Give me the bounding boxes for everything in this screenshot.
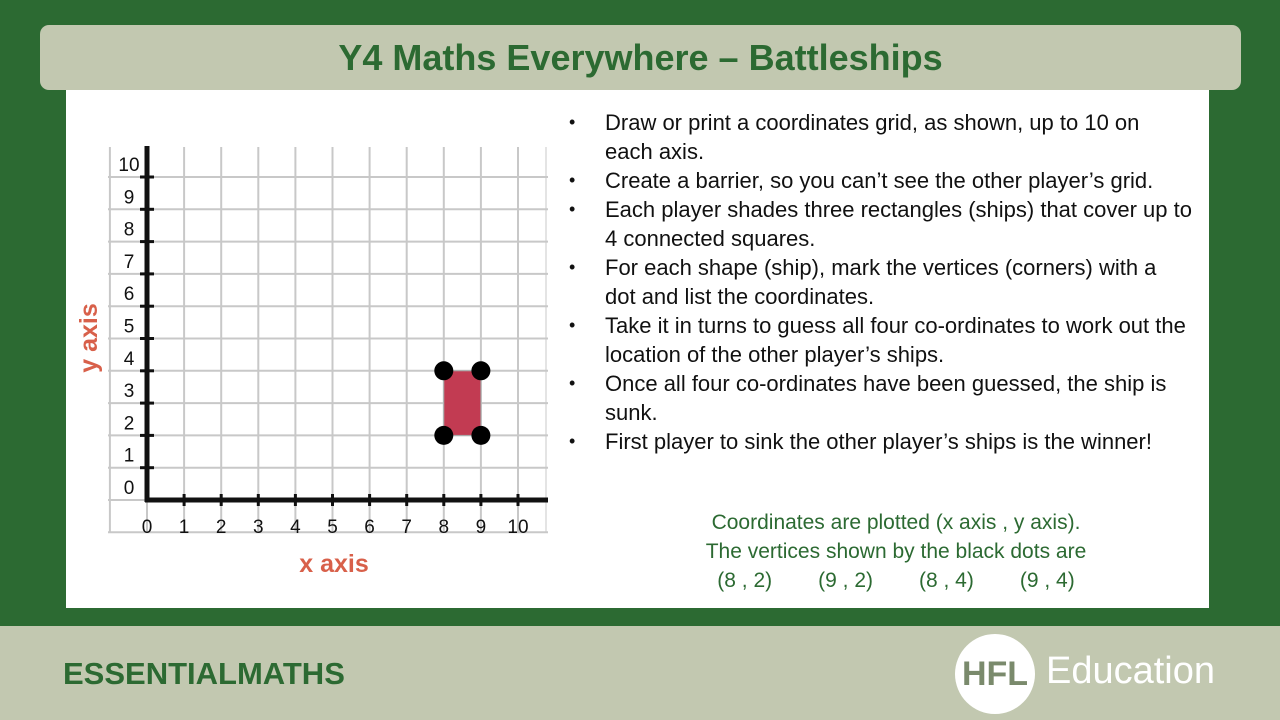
bullet-icon: • xyxy=(569,373,576,393)
x-tick-label: 3 xyxy=(253,517,264,538)
title-bar xyxy=(40,25,1241,90)
vertex-dot xyxy=(471,361,490,380)
instruction-text: Each player shades three rectangles (ships) that cover up to 4 connected squares. xyxy=(605,197,1192,251)
note-line-2: The vertices shown by the black dots are xyxy=(705,540,1087,563)
vertex-coord: (8 , 4) xyxy=(919,569,974,592)
y-tick-label: 4 xyxy=(123,348,135,370)
bullet-icon: • xyxy=(569,315,576,335)
coordinate-grid xyxy=(66,90,566,608)
instruction-item xyxy=(563,195,1193,253)
instruction-item xyxy=(563,427,1193,456)
vertex-coord: (9 , 2) xyxy=(818,569,873,592)
y-tick-label: 0 xyxy=(123,478,135,499)
x-tick-label: 4 xyxy=(290,517,301,538)
y-tick-label: 10 xyxy=(118,155,140,176)
footer xyxy=(0,626,1280,720)
bullet-icon: • xyxy=(569,431,576,451)
page-title: Y4 Maths Everywhere – Battleships xyxy=(338,36,943,78)
x-tick-label: 8 xyxy=(438,517,450,538)
note-line-1: Coordinates are plotted (x axis , y axis). xyxy=(711,511,1081,534)
hfl-logo-icon xyxy=(955,634,1035,714)
y-tick-label: 3 xyxy=(123,381,135,403)
instructions-list xyxy=(563,108,1193,456)
instruction-item xyxy=(563,311,1193,369)
vertex-dot xyxy=(434,361,453,380)
logo-text: Education xyxy=(1046,650,1216,692)
y-tick-label: 8 xyxy=(123,219,135,241)
instruction-item xyxy=(563,369,1193,427)
bullet-icon: • xyxy=(569,257,576,277)
x-tick-label: 6 xyxy=(364,517,375,538)
instruction-item xyxy=(563,253,1193,311)
instruction-item xyxy=(563,166,1193,195)
bullet-icon: • xyxy=(569,112,576,132)
coordinates-note xyxy=(666,508,1126,595)
vertex-coord: (9 , 4) xyxy=(1019,569,1075,592)
y-tick-label: 2 xyxy=(123,413,135,435)
y-tick-label: 7 xyxy=(123,251,135,273)
x-tick-label: 7 xyxy=(401,517,412,538)
vertex-coords-row xyxy=(666,566,1126,595)
x-tick-label: 10 xyxy=(507,517,529,538)
y-axis-label: y axis xyxy=(75,303,103,373)
instruction-text: Once all four co-ordinates have been guessed, the ship is sunk. xyxy=(605,371,1167,425)
instruction-text: Take it in turns to guess all four co-ordinates to work out the location of the other player’s ships. xyxy=(605,313,1186,367)
bullet-icon: • xyxy=(569,199,576,219)
x-tick-label: 1 xyxy=(178,517,190,538)
vertex-coord: (8 , 2) xyxy=(717,569,773,592)
x-tick-label: 2 xyxy=(215,517,227,538)
instruction-item xyxy=(563,108,1193,166)
x-tick-label: 5 xyxy=(327,517,338,538)
x-tick-label: 0 xyxy=(141,517,153,538)
logo-mark: HFL xyxy=(961,654,1029,693)
x-axis-label: x axis xyxy=(299,550,369,578)
vertex-dot xyxy=(471,426,490,445)
ship-rectangle xyxy=(444,371,481,436)
instruction-text: Create a barrier, so you can’t see the other player’s grid. xyxy=(605,168,1154,193)
instruction-text: For each shape (ship), mark the vertices (corners) with a dot and list the coordinates. xyxy=(605,255,1157,309)
instruction-text: First player to sink the other player’s ships is the winner! xyxy=(605,429,1152,454)
y-tick-label: 5 xyxy=(123,316,135,338)
y-tick-label: 9 xyxy=(123,187,135,209)
y-tick-label: 1 xyxy=(123,445,135,467)
y-tick-label: 6 xyxy=(123,284,135,306)
instruction-text: Draw or print a coordinates grid, as shown, up to 10 on each axis. xyxy=(605,110,1140,164)
bullet-icon: • xyxy=(569,170,576,190)
content-panel xyxy=(66,90,1209,608)
brand-name: ESSENTIALMATHS xyxy=(63,656,345,691)
vertex-dot xyxy=(434,426,453,445)
x-tick-label: 9 xyxy=(475,517,487,538)
